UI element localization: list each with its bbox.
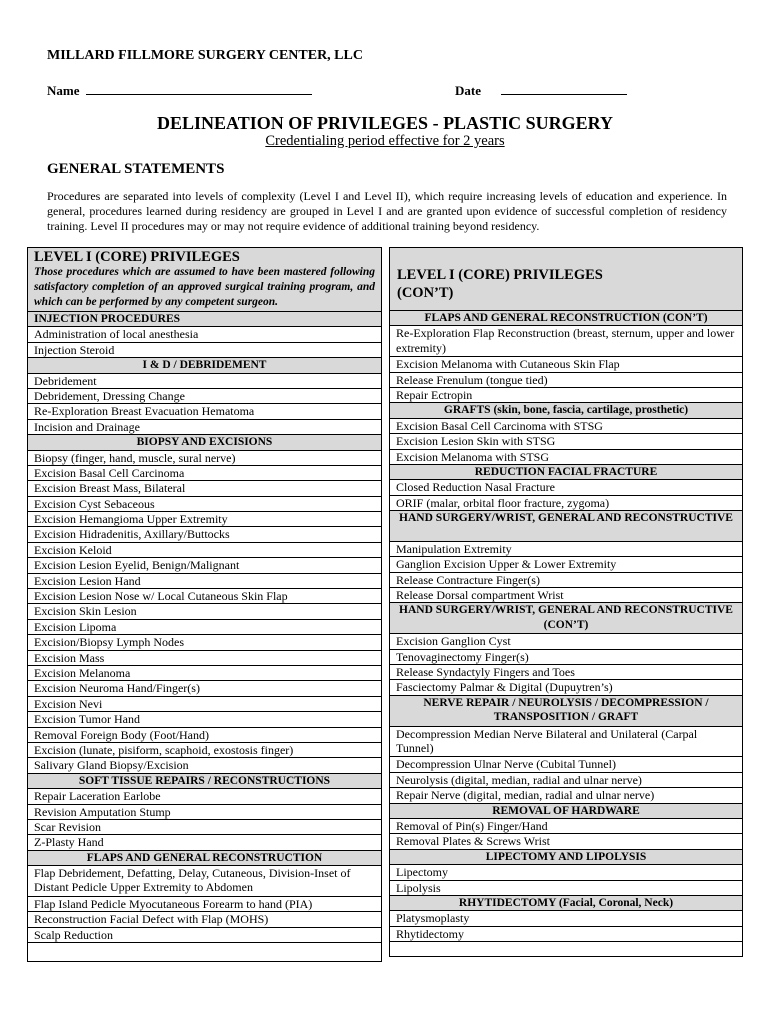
privilege-item: Excision Cyst Sebaceous <box>28 497 381 512</box>
section-heading: FLAPS AND GENERAL RECONSTRUCTION <box>28 851 381 866</box>
privilege-item: Excision Lesion Hand <box>28 574 381 589</box>
privilege-item: Debridement, Dressing Change <box>28 389 381 404</box>
section-heading: NERVE REPAIR / NEUROLYSIS / DECOMPRESSION / TRANSPOSITION / GRAFT <box>390 696 742 727</box>
right-column <box>389 247 743 957</box>
privilege-item: Excision Tumor Hand <box>28 712 381 727</box>
privilege-item: Z-Plasty Hand <box>28 835 381 850</box>
right-level-heading <box>390 248 742 311</box>
privilege-item: Scar Revision <box>28 820 381 835</box>
section-heading: SOFT TISSUE REPAIRS / RECONSTRUCTIONS <box>28 774 381 789</box>
name-line[interactable] <box>86 82 312 95</box>
section-heading: HAND SURGERY/WRIST, GENERAL AND RECONSTRUCTIVE <box>390 511 742 542</box>
privilege-item: Excision Mass <box>28 651 381 666</box>
privilege-item: Excision Lesion Skin with STSG <box>390 434 742 449</box>
privilege-item: Excision Keloid <box>28 543 381 558</box>
privilege-item: Release Dorsal compartment Wrist <box>390 588 742 603</box>
section-heading: HAND SURGERY/WRIST, GENERAL AND RECONSTRUCTIVE (CON’T) <box>390 603 742 634</box>
section-heading: RHYTIDECTOMY (Facial, Coronal, Neck) <box>390 896 742 911</box>
privilege-item: Removal Plates & Screws Wrist <box>390 834 742 849</box>
privilege-item: Ganglion Excision Upper & Lower Extremity <box>390 557 742 572</box>
privilege-item: Excision (lunate, pisiform, scaphoid, exostosis finger) <box>28 743 381 758</box>
organization-name: MILLARD FILLMORE SURGERY CENTER, LLC <box>47 48 363 63</box>
left-level-heading: LEVEL I (CORE) PRIVILEGES <box>28 248 381 265</box>
privilege-item: Manipulation Extremity <box>390 542 742 557</box>
privilege-item: Excision Hidradenitis, Axillary/Buttocks <box>28 527 381 542</box>
section-heading: REMOVAL OF HARDWARE <box>390 804 742 819</box>
privilege-item: Excision Breast Mass, Bilateral <box>28 481 381 496</box>
section-heading: FLAPS AND GENERAL RECONSTRUCTION (CON’T) <box>390 311 742 326</box>
privilege-item: Flap Island Pedicle Myocutaneous Forearm to hand (PIA) <box>28 897 381 912</box>
privilege-item: Lipectomy <box>390 865 742 880</box>
privilege-item: Rhytidectomy <box>390 927 742 942</box>
right-level-heading-line1: LEVEL I (CORE) PRIVILEGES <box>397 267 603 283</box>
privilege-item: Excision Lesion Eyelid, Benign/Malignant <box>28 558 381 573</box>
privilege-item: Excision Neuroma Hand/Finger(s) <box>28 681 381 696</box>
privilege-item: Excision Hemangioma Upper Extremity <box>28 512 381 527</box>
privilege-item: Excision Lipoma <box>28 620 381 635</box>
privilege-item: Removal of Pin(s) Finger/Hand <box>390 819 742 834</box>
privilege-item: Reconstruction Facial Defect with Flap (MOHS) <box>28 912 381 927</box>
page-subtitle: Credentialing period effective for 2 years <box>265 133 505 149</box>
section-heading: I & D / DEBRIDEMENT <box>28 358 381 373</box>
section-heading: REDUCTION FACIAL FRACTURE <box>390 465 742 480</box>
privilege-item: Excision Skin Lesion <box>28 604 381 619</box>
section-heading: INJECTION PROCEDURES <box>28 312 381 327</box>
left-column <box>27 247 382 962</box>
privilege-item: Fasciectomy Palmar & Digital (Dupuytren’s) <box>390 680 742 695</box>
privilege-item: Re-Exploration Flap Reconstruction (breast, sternum, upper and lower extremity) <box>390 326 742 357</box>
privilege-item: Neurolysis (digital, median, radial and ulnar nerve) <box>390 773 742 788</box>
privilege-item: Closed Reduction Nasal Fracture <box>390 480 742 495</box>
privilege-item: Scalp Reduction <box>28 928 381 943</box>
privilege-item: Excision Basal Cell Carcinoma with STSG <box>390 419 742 434</box>
privilege-item: Repair Laceration Earlobe <box>28 789 381 804</box>
section-heading: LIPECTOMY AND LIPOLYSIS <box>390 850 742 865</box>
page-title: DELINEATION OF PRIVILEGES - PLASTIC SURGERY <box>157 113 613 133</box>
privilege-item: Release Frenulum (tongue tied) <box>390 373 742 388</box>
privilege-item: Administration of local anesthesia <box>28 327 381 342</box>
privilege-item: Excision Ganglion Cyst <box>390 634 742 649</box>
privilege-item: Salivary Gland Biopsy/Excision <box>28 758 381 773</box>
date-field[interactable] <box>455 82 627 99</box>
privilege-item: Excision/Biopsy Lymph Nodes <box>28 635 381 650</box>
general-statements-text: Procedures are separated into levels of complexity (Level I and Level II), which require increasing levels of education and experience. In general, procedures learned during residency are grouped in Level I and are granted upon evidence of successful completion of residency training. Level II procedures may or may not require evidence of additional training beyond residency. <box>47 189 727 233</box>
privilege-item: Excision Lesion Nose w/ Local Cutaneous Skin Flap <box>28 589 381 604</box>
privilege-item: Excision Melanoma with Cutaneous Skin Flap <box>390 357 742 372</box>
privilege-item: Release Syndactyly Fingers and Toes <box>390 665 742 680</box>
right-level-heading-line2: (CON’T) <box>397 285 454 301</box>
section-heading: GRAFTS (skin, bone, fascia, cartilage, prosthetic) <box>390 403 742 418</box>
privilege-item: Lipolysis <box>390 881 742 896</box>
privilege-item: ORIF (malar, orbital floor fracture, zygoma) <box>390 496 742 511</box>
section-heading: BIOPSY AND EXCISIONS <box>28 435 381 450</box>
name-label: Name <box>47 83 80 98</box>
privilege-item: Debridement <box>28 374 381 389</box>
date-label: Date <box>455 83 481 98</box>
privilege-item: Flap Debridement, Defatting, Delay, Cutaneous, Division-Inset of Distant Pedicle Upper Extremity to Abdomen <box>28 866 381 897</box>
date-line[interactable] <box>501 82 627 95</box>
privilege-item: Repair Ectropin <box>390 388 742 403</box>
privilege-item: Removal Foreign Body (Foot/Hand) <box>28 728 381 743</box>
privilege-item: Release Contracture Finger(s) <box>390 573 742 588</box>
privilege-item: Platysmoplasty <box>390 911 742 926</box>
privilege-item: Injection Steroid <box>28 343 381 358</box>
general-statements-heading: GENERAL STATEMENTS <box>47 161 225 177</box>
privilege-item: Excision Melanoma with STSG <box>390 450 742 465</box>
privilege-item: Repair Nerve (digital, median, radial and ulnar nerve) <box>390 788 742 803</box>
privilege-item: Decompression Ulnar Nerve (Cubital Tunnel) <box>390 757 742 772</box>
privilege-item: Revision Amputation Stump <box>28 805 381 820</box>
privilege-item: Re-Exploration Breast Evacuation Hematoma <box>28 404 381 419</box>
privilege-item: Excision Basal Cell Carcinoma <box>28 466 381 481</box>
privilege-item: Excision Melanoma <box>28 666 381 681</box>
left-level-description: Those procedures which are assumed to have been mastered following satisfactory completion of an approved surgical training program, and which can be performed by any competent surgeon. <box>28 265 381 312</box>
privilege-item: Excision Nevi <box>28 697 381 712</box>
privilege-item: Biopsy (finger, hand, muscle, sural nerve) <box>28 451 381 466</box>
privilege-item: Decompression Median Nerve Bilateral and Unilateral (Carpal Tunnel) <box>390 727 742 758</box>
privilege-item: Incision and Drainage <box>28 420 381 435</box>
privilege-item: Tenovaginectomy Finger(s) <box>390 650 742 665</box>
name-field[interactable] <box>47 82 312 99</box>
